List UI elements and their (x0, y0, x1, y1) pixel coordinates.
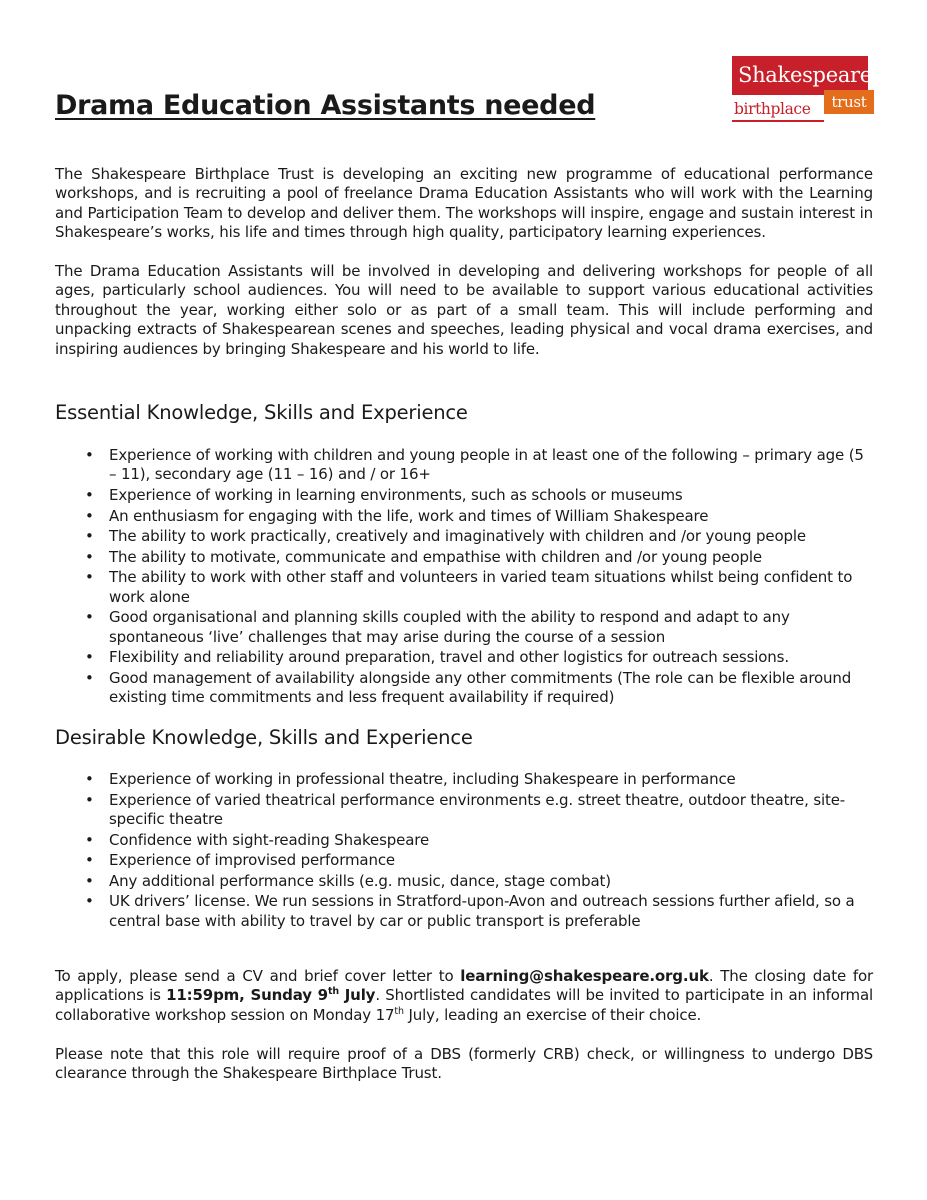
list-item (55, 648, 873, 667)
list-item-text: Experience of improvised performance (109, 851, 396, 870)
bullet-icon: • (85, 668, 94, 687)
intro-paragraph-2: The Drama Education Assistants will be involved in developing and delivering workshops for people of all ages, particularly school audiences. You will need to be available to support various educational activities throughout the year, working either solo or as part of a small team. This will include performing and unpacking extracts of Shakespearean scenes and speeches, leading physical and vocal drama exercises, and inspiring audiences by bringing Shakespeare and his world to life. (55, 262, 873, 358)
desirable-heading: Desirable Knowledge, Skills and Experience (55, 726, 473, 749)
list-item-text: Any additional performance skills (e.g. music, dance, stage combat) (109, 871, 611, 890)
list-item-text: The ability to work with other staff and volunteers in varied team situations whilst being confident to work alone (109, 568, 853, 606)
intro-paragraph-1: The Shakespeare Birthplace Trust is developing an exciting new programme of educational performance workshops, and is recruiting a pool of freelance Drama Education Assistants who will work with the Learning and Participation Team to develop and deliver them. The workshops will inspire, engage and sustain interest in Shakespeare’s works, his life and times through high quality, participatory learning experiences. (55, 165, 873, 242)
list-item (55, 568, 873, 607)
list-item-text: Experience of working in learning environments, such as schools or museums (109, 486, 683, 504)
list-item-text: Good management of availability alongside any other commitments (The role can be flexible around existing time commitments and less frequent availability if required) (109, 668, 852, 707)
list-item-text: The ability to work practically, creatively and imaginatively with children and /or young people (109, 527, 806, 546)
bullet-icon: • (85, 446, 94, 464)
list-item-text: Good organisational and planning skills coupled with the ability to respond and adapt to any spontaneous ‘live’ challenges that may arise during the course of a session (109, 608, 790, 646)
list-item-text: The ability to motivate, communicate and empathise with children and /or young people (109, 547, 762, 566)
bullet-icon: • (85, 527, 94, 546)
shakespeare-birthplace-trust-logo (732, 56, 874, 126)
essential-heading: Essential Knowledge, Skills and Experience (55, 401, 468, 424)
apply-paragraph: To apply, please send a CV and brief cover letter to learning@shakespeare.org.uk. The closing date for applications is 11:59pm, Sunday 9th July. Shortlisted candidates will be invited to participate in an informal collaborative workshop session on Monday 17th July, leading an exercise of their choice. (55, 967, 874, 1024)
bullet-icon: • (85, 568, 94, 587)
list-item-text: Experience of working with children and young people in at least one of the following – primary age (5 – 11), secondary age (11 – 16) and / or 16+ (109, 446, 864, 484)
list-item (55, 608, 873, 647)
list-item-text: UK drivers’ license. We run sessions in Stratford-upon-Avon and outreach sessions further afield, so a central base with ability to travel by car or public transport is preferable (109, 892, 855, 930)
list-item (55, 892, 873, 931)
list-item (55, 486, 873, 505)
list-item (55, 527, 873, 546)
bullet-icon: • (85, 547, 94, 566)
bullet-icon: • (85, 648, 94, 667)
bullet-icon: • (85, 892, 94, 911)
bullet-icon: • (85, 486, 94, 504)
list-item (55, 548, 873, 567)
list-item (55, 770, 873, 789)
list-item-text: Experience of working in professional theatre, including Shakespeare in performance (109, 770, 736, 788)
list-item (55, 791, 873, 830)
list-item (55, 872, 873, 891)
dbs-note-paragraph: Please note that this role will require proof of a DBS (formerly CRB) check, or willingness to undergo DBS clearance through the Shakespeare Birthplace Trust. (55, 1045, 873, 1083)
email-link[interactable]: learning@shakespeare.org.uk (460, 967, 709, 985)
bullet-icon: • (85, 608, 94, 627)
logo-birthplace: birthplace (732, 94, 824, 122)
bullet-icon: • (85, 871, 94, 890)
list-item-text: Experience of varied theatrical performance environments e.g. street theatre, outdoor theatre, site-specific theatre (109, 790, 846, 828)
page-title: Drama Education Assistants needed (55, 90, 596, 121)
logo-shakespeare: Shakespeare (732, 56, 868, 94)
logo-trust: trust (824, 90, 874, 114)
bullet-icon: • (85, 851, 94, 870)
bullet-icon: • (85, 506, 94, 525)
desirable-list (55, 770, 873, 932)
essential-list (55, 446, 873, 709)
list-item-text: An enthusiasm for engaging with the life, work and times of William Shakespeare (109, 506, 709, 525)
list-item (55, 669, 873, 708)
list-item (55, 851, 873, 870)
closing-date: 11:59pm, Sunday 9th July (166, 986, 376, 1005)
list-item-text: Flexibility and reliability around preparation, travel and other logistics for outreach sessions. (109, 648, 789, 667)
list-item (55, 507, 873, 526)
bullet-icon: • (85, 770, 94, 788)
bullet-icon: • (85, 830, 94, 849)
list-item (55, 831, 873, 850)
list-item-text: Confidence with sight-reading Shakespeare (109, 830, 430, 849)
list-item (55, 446, 873, 485)
bullet-icon: • (85, 790, 94, 809)
